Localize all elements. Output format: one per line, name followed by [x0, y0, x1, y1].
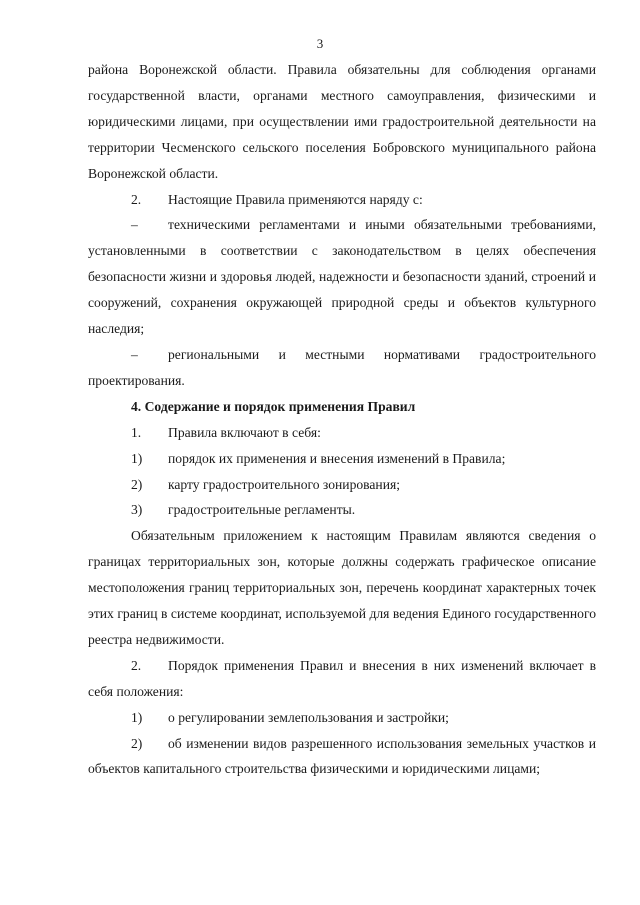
item-number: 2)	[131, 735, 143, 751]
item-number: 2.	[131, 657, 142, 673]
item-number: 1.	[131, 424, 142, 440]
paragraph-text: техническими регламентами и иными обязательными требованиями, установленными в соответствии с законодательством в целях обеспечения безопасности жизни и здоровья людей, надежности и безопасности зданий, строений и сооружений, сохранения окружающей природной среды и объектов культурного наследия;	[88, 217, 596, 337]
paragraph-text: карту градостроительного зонирования;	[168, 476, 401, 492]
paragraph-2	[88, 187, 596, 213]
paragraph-5	[88, 420, 596, 446]
dash-marker: –	[131, 217, 138, 233]
item-number: 1)	[131, 709, 143, 725]
paragraph-8	[88, 497, 596, 523]
paragraph-12	[88, 731, 596, 783]
page-number: 3	[316, 36, 324, 51]
dash-marker: –	[131, 346, 138, 362]
item-number: 1)	[131, 450, 143, 466]
paragraph-text: градостроительные регламенты.	[168, 502, 356, 518]
document-body	[88, 57, 596, 782]
paragraph-text: региональными и местными нормативами градостроительного проектирования.	[88, 346, 596, 388]
paragraph-text: Настоящие Правила применяются наряду с:	[168, 191, 423, 207]
section-heading: 4. Содержание и порядок применения Правил	[131, 398, 416, 414]
item-number: 2.	[131, 191, 142, 207]
item-number: 2)	[131, 476, 143, 492]
paragraph-text: о регулировании землепользования и застройки;	[168, 709, 449, 725]
paragraph-11	[88, 705, 596, 731]
paragraph-1: района Воронежской области. Правила обязательны для соблюдения органами государственной власти, органами местного самоуправления, физическими и юридическими лицами, при осуществлении ими градостроительной деятельности на территории Чесменского сельского поселения Бобровского муниципального района Воронежской области.	[88, 62, 596, 181]
paragraph-text: Правила включают в себя:	[168, 424, 321, 440]
paragraph-text: об изменении видов разрешенного использования земельных участков и объектов капитального строительства физическими и юридическими лицами;	[88, 735, 596, 777]
paragraph-9: Обязательным приложением к настоящим Правилам являются сведения о границах территориальных зон, которые должны содержать графическое описание местоположения границ территориальных зон, перечень координат характерных точек этих границ в системе координат, используемой для ведения Единого государственного реестра недвижимости.	[88, 528, 596, 647]
item-number: 3)	[131, 502, 143, 518]
paragraph-7	[88, 472, 596, 498]
paragraph-text: порядок их применения и внесения изменений в Правила;	[168, 450, 506, 466]
paragraph-4	[88, 342, 596, 394]
paragraph-6	[88, 446, 596, 472]
paragraph-10	[88, 653, 596, 705]
paragraph-text: Порядок применения Правил и внесения в них изменений включает в себя положения:	[88, 657, 596, 699]
paragraph-3	[88, 212, 596, 342]
